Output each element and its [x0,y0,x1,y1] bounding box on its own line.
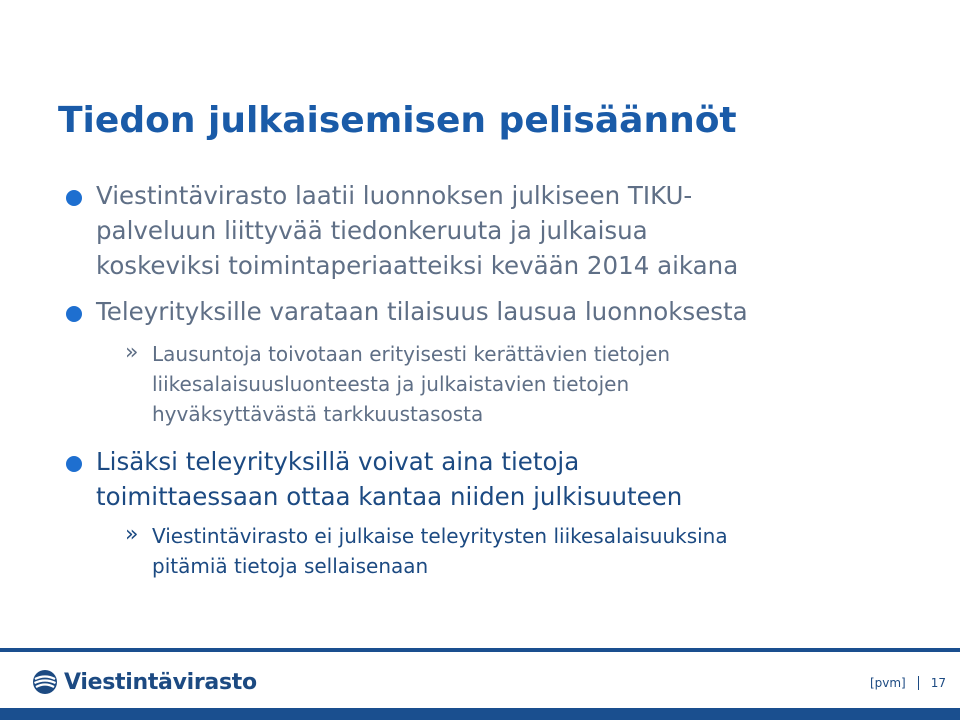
bullet-1-line-2: palveluun liittyvää tiedonkeruuta ja julkaisua [96,216,648,245]
sub-bullet-marker: » [125,340,139,365]
bullet-3-line-2: toimittaessaan ottaa kantaa niiden julkisuuteen [96,482,683,511]
footer-date: [pvm] [869,676,906,690]
footer-separator [918,676,919,690]
footer-meta [870,676,946,690]
bullet-dot-icon [66,306,82,322]
sub-bullet-1-line-1: Lausuntoja toivotaan erityisesti kerättävien tietojen [152,342,671,366]
sub-bullet-2-line-2: pitämiä tietoja sellaisenaan [152,554,429,578]
logo [32,668,257,696]
sub-bullet-1-line-3: hyväksyttävästä tarkkuustasosta [152,402,484,426]
bullet-dot-icon [66,190,82,206]
bullet-dot-icon [66,456,82,472]
bullet-2-line-1: Teleyrityksille varataan tilaisuus lausua luonnoksesta [96,297,748,326]
logo-mark-icon [32,669,58,695]
bullet-1-line-1: Viestintävirasto laatii luonnoksen julkiseen TIKU- [96,181,693,210]
sub-bullet-1-line-2: liikesalaisuusluonteesta ja julkaistavien tietojen [152,372,630,396]
page-number: 17 [930,676,946,690]
slide-title: Tiedon julkaisemisen pelisäännöt [58,100,737,141]
sub-bullet-marker: » [125,522,139,547]
footer-bar [0,708,960,720]
bullet-3-line-1: Lisäksi teleyrityksillä voivat aina tietoja [96,447,580,476]
footer-divider [0,648,960,652]
sub-bullet-2-line-1: Viestintävirasto ei julkaise teleyritysten liikesalaisuuksina [152,524,728,548]
bullet-1-line-3: koskeviksi toimintaperiaatteiksi kevään 2014 aikana [96,251,739,280]
logo-text: Viestintävirasto [64,669,257,695]
